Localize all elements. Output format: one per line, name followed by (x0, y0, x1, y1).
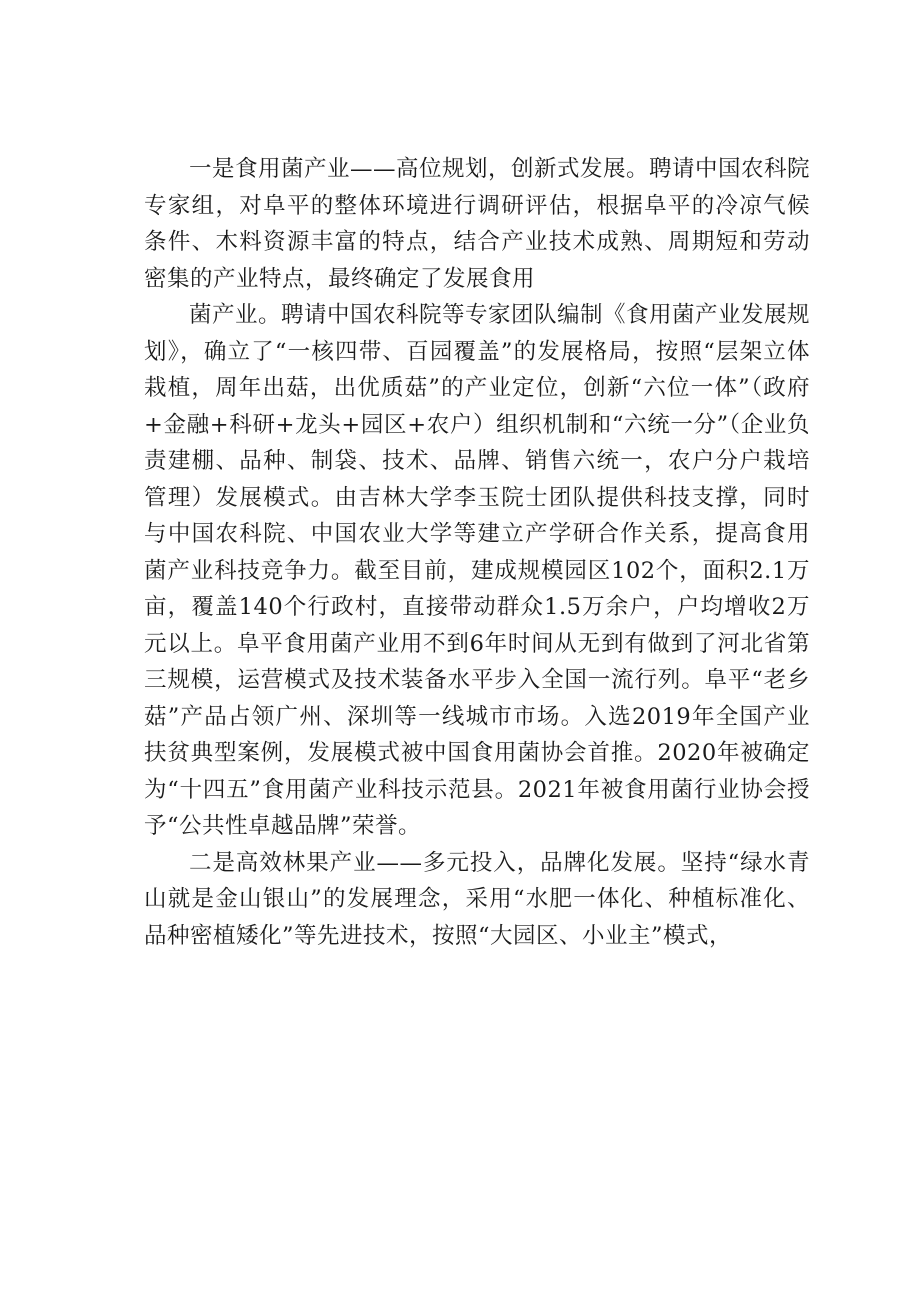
paragraph-edible-fungus-intro: 一是食用菌产业——高位规划，创新式发展。聘请中国农科院专家组，对阜平的整体环境进行调研评估，根据阜平的冷凉气候条件、木料资源丰富的特点，结合产业技术成熟、周期短和劳动密集的产业特点，最终确定了发展食用 (144, 156, 811, 292)
paragraph-forest-fruit-intro: 二是高效林果产业——多元投入，品牌化发展。坚持“绿水青山就是金山银山”的发展理念，采用“水肥一体化、种植标准化、品种密植矮化”等先进技术，按照“大园区、小业主”模式， (144, 849, 810, 949)
document-page (144, 151, 810, 954)
paragraph-edible-fungus-details: 菌产业。聘请中国农科院等专家团队编制《食用菌产业发展规划》，确立了“一核四带、百园覆盖”的发展格局，按照“层架立体栽植，周年出菇，出优质菇”的产业定位，创新“六位一体”（政府+金融+科研+龙头+园区+农户）组织机制和“六统一分”（企业负责建棚、品种、制袋、技术、品牌、销售六统一，农户分户栽培管理）发展模式。由吉林大学李玉院士团队提供科技支撑，同时与中国农科院、中国农业大学等建立产学研合作关系，提高食用菌产业科技竞争力。截至目前，建成规模园区102个，面积2.1万亩，覆盖140个行政村，直接带动群众1.5万余户，户均增收2万元以上。阜平食用菌产业用不到6年时间从无到有做到了河北省第三规模，运营模式及技术装备水平步入全国一流行列。阜平“老乡菇”产品占领广州、深圳等一线城市市场。入选2019年全国产业扶贫典型案例，发展模式被中国食用菌协会首推。2020年被确定为“十四五”食用菌产业科技示范县。2021年被食用菌行业协会授予“公共性卓越品牌”荣誉。 (144, 302, 811, 839)
